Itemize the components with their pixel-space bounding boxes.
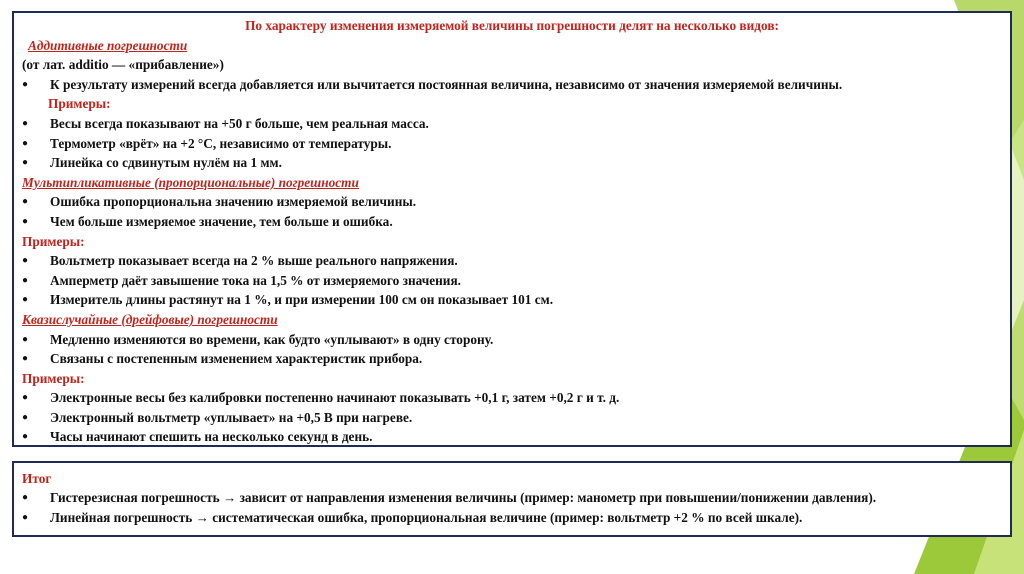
- list-item: ● Медленно изменяются во времени, как будто «уплывают» в одну сторону.: [22, 330, 1002, 350]
- bullet-icon: ●: [22, 274, 29, 286]
- intro-heading: По характеру изменения измеряемой величины погрешности делят на несколько видов:: [245, 18, 779, 33]
- list-item: ● Термометр «врёт» на +2 °C, независимо от температуры.: [22, 134, 1002, 154]
- bullet-icon: ●: [22, 294, 29, 306]
- additive-origin: (от лат. additio — «прибавление»): [22, 57, 224, 73]
- summary-box: [12, 461, 1012, 537]
- list-item: ● Связаны с постепенным изменением характеристик прибора.: [22, 349, 1002, 369]
- section-title-multiplicative: Мультипликативные (пропорциональные) погрешности: [22, 174, 359, 190]
- list-item: ● Чем больше измеряемое значение, тем больше и ошибка.: [22, 212, 1002, 232]
- list-item: ● Линейка со сдвинутым нулём на 1 мм.: [22, 153, 1002, 173]
- bullet-icon: ●: [22, 117, 29, 129]
- bullet-icon: ●: [22, 431, 29, 443]
- list-item: ● Измеритель длины растянут на 1 %, и при измерении 100 см он показывает 101 см.: [22, 290, 1002, 310]
- list-item: ● Весы всегда показывают на +50 г больше, чем реальная масса.: [22, 114, 1002, 134]
- list-item: ● Амперметр даёт завышение тока на 1,5 % от измеряемого значения.: [22, 271, 1002, 291]
- list-item: ● Ошибка пропорциональна значению измеряемой величины.: [22, 192, 1002, 212]
- list-item: ● Вольтметр показывает всегда на 2 % выше реального напряжения.: [22, 251, 1002, 271]
- examples-label: Примеры:: [48, 96, 111, 112]
- list-item: ● Гистерезисная погрешность → зависит от направления изменения величины (пример: манометр при повышении/понижении давления).: [22, 488, 1002, 508]
- list-item: ● Электронный вольтметр «уплывает» на +0,5 В при нагреве.: [22, 408, 1002, 428]
- list-item: ● Электронные весы без калибровки постепенно начинают показывать +0,1 г, затем +0,2 г и т. д.: [22, 388, 1002, 408]
- bullet-icon: ●: [22, 157, 29, 169]
- list-item: ● К результату измерений всегда добавляется или вычитается постоянная величина, независимо от значения измеряемой величины.: [22, 75, 1002, 95]
- bullet-icon: ●: [22, 137, 29, 149]
- section-title-drift: Квазислучайные (дрейфовые) погрешности: [22, 311, 278, 327]
- list-item: ● Часы начинают спешить на несколько секунд в день.: [22, 427, 1002, 447]
- bullet-icon: ●: [22, 78, 29, 90]
- bullet-icon: ●: [22, 255, 29, 267]
- examples-label: Примеры:: [22, 370, 85, 386]
- bullet-icon: ●: [22, 492, 29, 503]
- bullet-icon: ●: [22, 392, 29, 404]
- bullet-icon: ●: [22, 511, 29, 523]
- examples-label: Примеры:: [22, 233, 85, 249]
- list-item: ● Линейная погрешность → систематическая ошибка, пропорциональная величине (пример: вольтметр +2 % по всей шкале).: [22, 508, 1002, 528]
- summary-title: Итог: [22, 471, 52, 486]
- bullet-icon: ●: [22, 411, 29, 423]
- bullet-icon: ●: [22, 333, 29, 345]
- section-title-additive: Аддитивные погрешности: [28, 37, 188, 53]
- bullet-icon: ●: [22, 196, 29, 208]
- bullet-icon: ●: [22, 215, 29, 227]
- bullet-icon: ●: [22, 353, 29, 365]
- main-content-box: [12, 11, 1012, 447]
